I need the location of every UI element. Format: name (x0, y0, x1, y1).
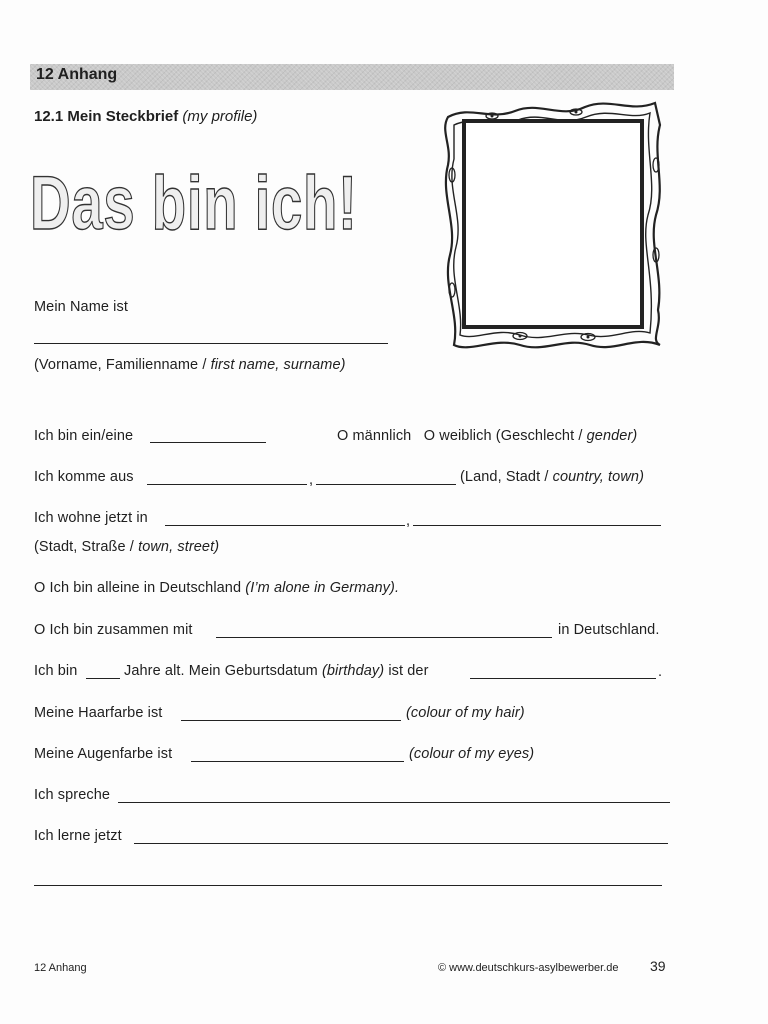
subsection-translation: (my profile) (182, 108, 258, 125)
birthday-period: . (658, 664, 663, 680)
page-title-das-bin-ich: Das bin ich! (30, 161, 358, 246)
origin-label: Ich komme aus (34, 469, 134, 485)
name-input-line[interactable] (34, 343, 388, 344)
residence-hint (34, 539, 219, 555)
speak-label: Ich spreche (34, 787, 111, 803)
together-suffix: in Deutschland. (558, 622, 660, 638)
origin-country-line[interactable] (147, 484, 307, 485)
section-header-title: 12 Anhang (36, 66, 118, 83)
gender-hint-de: (Geschlecht / (495, 428, 583, 444)
together-label[interactable]: O Ich bin zusammen mit (34, 622, 193, 638)
ornate-picture-frame-icon (430, 95, 670, 355)
learn-label: Ich lerne jetzt (34, 828, 122, 844)
subsection-title (34, 108, 257, 125)
name-hint (34, 357, 346, 373)
footer-section: 12 Anhang (34, 962, 87, 974)
hair-input-line[interactable] (181, 720, 401, 721)
birthday-hint: (birthday) (321, 663, 385, 679)
residence-hint-en: town, street) (138, 539, 220, 555)
learn-extra-line[interactable] (34, 885, 662, 886)
alone-option[interactable] (34, 580, 399, 596)
footer-website: © www.deutschkurs-asylbewerber.de (438, 962, 619, 974)
alone-hint: (I’m alone in Germany). (245, 580, 400, 596)
residence-label: Ich wohne jetzt in (34, 510, 148, 526)
gender-hint-en: gender) (586, 428, 638, 444)
age-input-line[interactable] (86, 678, 120, 679)
gender-male-option[interactable]: O männlich (337, 428, 412, 444)
origin-hint (460, 469, 644, 485)
residence-town-line[interactable] (165, 525, 405, 526)
origin-hint-en: country, town) (552, 469, 644, 485)
origin-town-line[interactable] (316, 484, 456, 485)
gender-input-line[interactable] (150, 442, 266, 443)
name-hint-de: (Vorname, Familienname / (34, 357, 207, 373)
residence-street-line[interactable] (413, 525, 661, 526)
origin-comma: , (309, 472, 314, 488)
hair-label: Meine Haarfarbe ist (34, 705, 163, 721)
together-input-line[interactable] (216, 637, 552, 638)
eyes-hint: (colour of my eyes) (409, 746, 535, 762)
age-tail-text: ist der (388, 663, 429, 679)
birthday-text (124, 663, 429, 679)
age-mid-text: Jahre alt. Mein Geburtsdatum (124, 663, 318, 679)
age-label: Ich bin (34, 663, 78, 679)
gender-options (337, 428, 637, 444)
alone-label: O Ich bin alleine in Deutschland (34, 580, 242, 596)
page-number: 39 (650, 958, 666, 974)
birthday-input-line[interactable] (470, 678, 656, 679)
subsection-heading: 12.1 Mein Steckbrief (34, 108, 179, 125)
gender-label: Ich bin ein/eine (34, 428, 134, 444)
eyes-label: Meine Augenfarbe ist (34, 746, 173, 762)
learn-input-line[interactable] (134, 843, 668, 844)
residence-comma: , (406, 513, 411, 529)
hair-hint: (colour of my hair) (406, 705, 525, 721)
origin-hint-de: (Land, Stadt / (460, 469, 549, 485)
residence-hint-de: (Stadt, Straße / (34, 539, 134, 555)
section-header-bar (30, 64, 674, 90)
speak-input-line[interactable] (118, 802, 670, 803)
gender-female-option[interactable]: O weiblich (423, 428, 492, 444)
name-label: Mein Name ist (34, 299, 128, 315)
eyes-input-line[interactable] (191, 761, 404, 762)
name-hint-en: first name, surname) (210, 357, 346, 373)
